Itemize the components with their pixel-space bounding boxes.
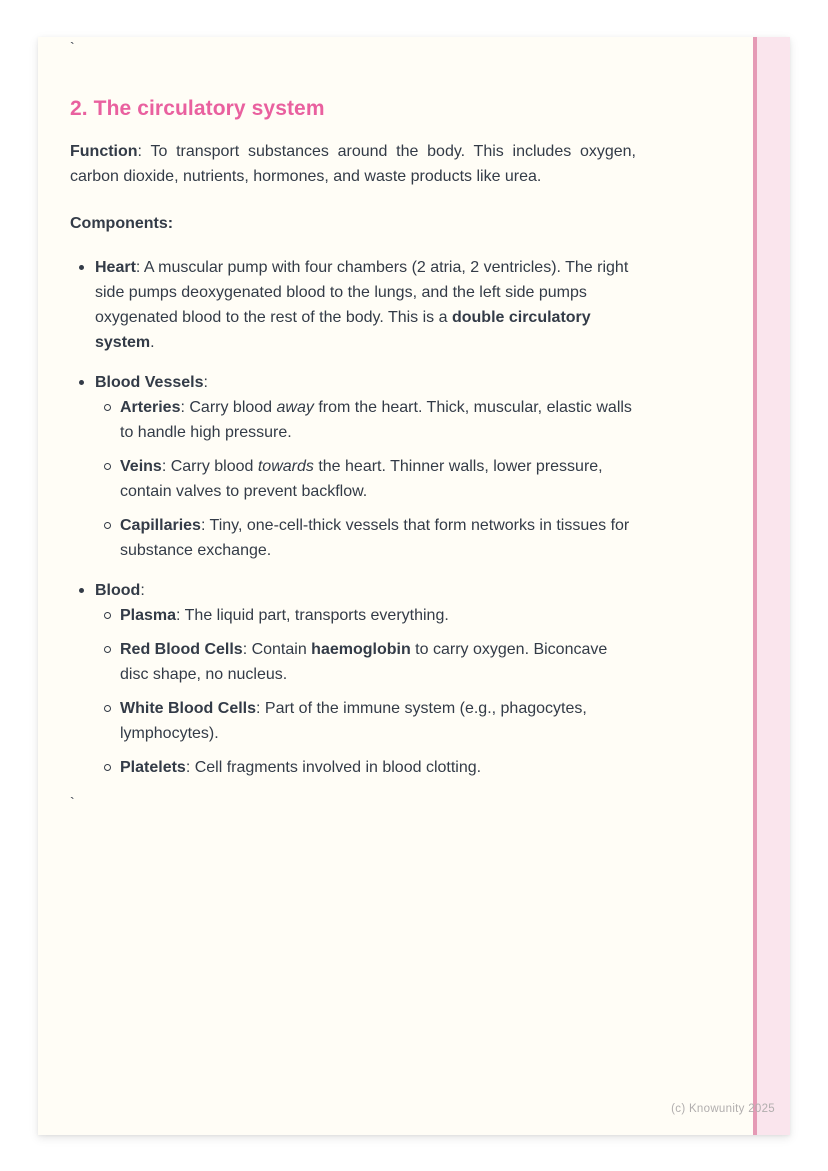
bullet-disc-icon	[79, 380, 84, 385]
sublist-item	[95, 395, 636, 445]
text-segment: Blood Vessels	[95, 374, 204, 391]
text-segment: Plasma	[120, 607, 177, 624]
watermark: (c) Knowunity 2025	[671, 1103, 775, 1115]
text-segment: Components:	[70, 215, 174, 232]
list-item-text	[120, 399, 632, 441]
list-item-text	[120, 458, 603, 500]
text-segment: : Part of the immune system (e.g., phagocytes, lymphocytes).	[120, 700, 587, 742]
text-segment: haemoglobin	[311, 641, 411, 658]
text-segment: away	[276, 399, 314, 416]
text-segment: : Carry blood	[161, 458, 258, 475]
text-segment: Function	[70, 143, 138, 160]
text-segment: : Contain	[242, 641, 312, 658]
text-segment: Arteries	[120, 399, 181, 416]
bullet-disc-icon	[79, 265, 84, 270]
text-segment: Capillaries	[120, 517, 201, 534]
list-item-text	[120, 607, 449, 624]
bullet-circle-icon	[104, 612, 111, 619]
text-segment: : Cell fragments involved in blood clotting.	[185, 759, 482, 776]
text-segment: :	[140, 582, 145, 599]
text-segment: : The liquid part, transports everything.	[176, 607, 449, 624]
text-segment: Platelets	[120, 759, 186, 776]
text-segment: : A muscular pump with four chambers (2 atria, 2 ventricles). The right side pumps deoxygenated blood to the lungs, and the left side pumps oxygenated blood to the rest of the body. This is a	[95, 259, 629, 326]
text-segment: White Blood Cells	[120, 700, 256, 717]
bullet-circle-icon	[104, 404, 111, 411]
paragraph-function	[70, 139, 636, 189]
list-item-text	[120, 641, 607, 683]
list-item	[70, 255, 636, 355]
sublist	[95, 395, 636, 563]
stray-backtick-top: `	[70, 39, 75, 55]
list-item	[70, 370, 636, 563]
text-segment: :	[203, 374, 208, 391]
text-segment: to carry oxygen. Biconcave disc shape, no nucleus.	[120, 641, 608, 683]
sublist-item	[95, 513, 636, 563]
text-segment: from the heart. Thick, muscular, elastic walls to handle high pressure.	[120, 399, 632, 441]
text-segment: .	[150, 334, 155, 351]
list-item-text	[95, 374, 208, 391]
text-segment: towards	[257, 458, 314, 475]
text-segment: : Tiny, one-cell-thick vessels that form networks in tissues for substance exchange.	[120, 517, 630, 559]
document-page	[38, 37, 790, 1135]
section-heading: 2. The circulatory system	[70, 97, 325, 120]
bullet-circle-icon	[104, 705, 111, 712]
text-segment: Red Blood Cells	[120, 641, 243, 658]
list-item-text	[120, 700, 587, 742]
text-segment: the heart. Thinner walls, lower pressure, contain valves to prevent backflow.	[120, 458, 603, 500]
text-segment: : To transport substances around the body. This includes oxygen, carbon dioxide, nutrients, hormones, and waste products like urea.	[70, 143, 636, 185]
components-list	[70, 255, 636, 780]
bullet-circle-icon	[104, 522, 111, 529]
list-item-text	[120, 517, 629, 559]
sublist-item	[95, 603, 636, 628]
text-segment: Veins	[120, 458, 162, 475]
text-segment: double circulatory system	[95, 309, 591, 351]
list-item-text	[95, 582, 145, 599]
bullet-circle-icon	[104, 646, 111, 653]
page-edge-stripe	[753, 37, 790, 1135]
sublist-item	[95, 755, 636, 780]
list-item-text	[95, 259, 628, 351]
bullet-circle-icon	[104, 463, 111, 470]
stray-backtick-bottom: `	[70, 794, 75, 810]
paragraph-components	[70, 211, 636, 236]
text-segment: Heart	[95, 259, 136, 276]
text-segment: Blood	[95, 582, 141, 599]
sublist-item	[95, 454, 636, 504]
sublist	[95, 603, 636, 780]
list-item	[70, 578, 636, 780]
sublist-item	[95, 637, 636, 687]
bullet-disc-icon	[79, 588, 84, 593]
bullet-circle-icon	[104, 764, 111, 771]
sublist-item	[95, 696, 636, 746]
text-segment: : Carry blood	[180, 399, 277, 416]
page-content	[70, 37, 636, 809]
list-item-text	[120, 759, 481, 776]
